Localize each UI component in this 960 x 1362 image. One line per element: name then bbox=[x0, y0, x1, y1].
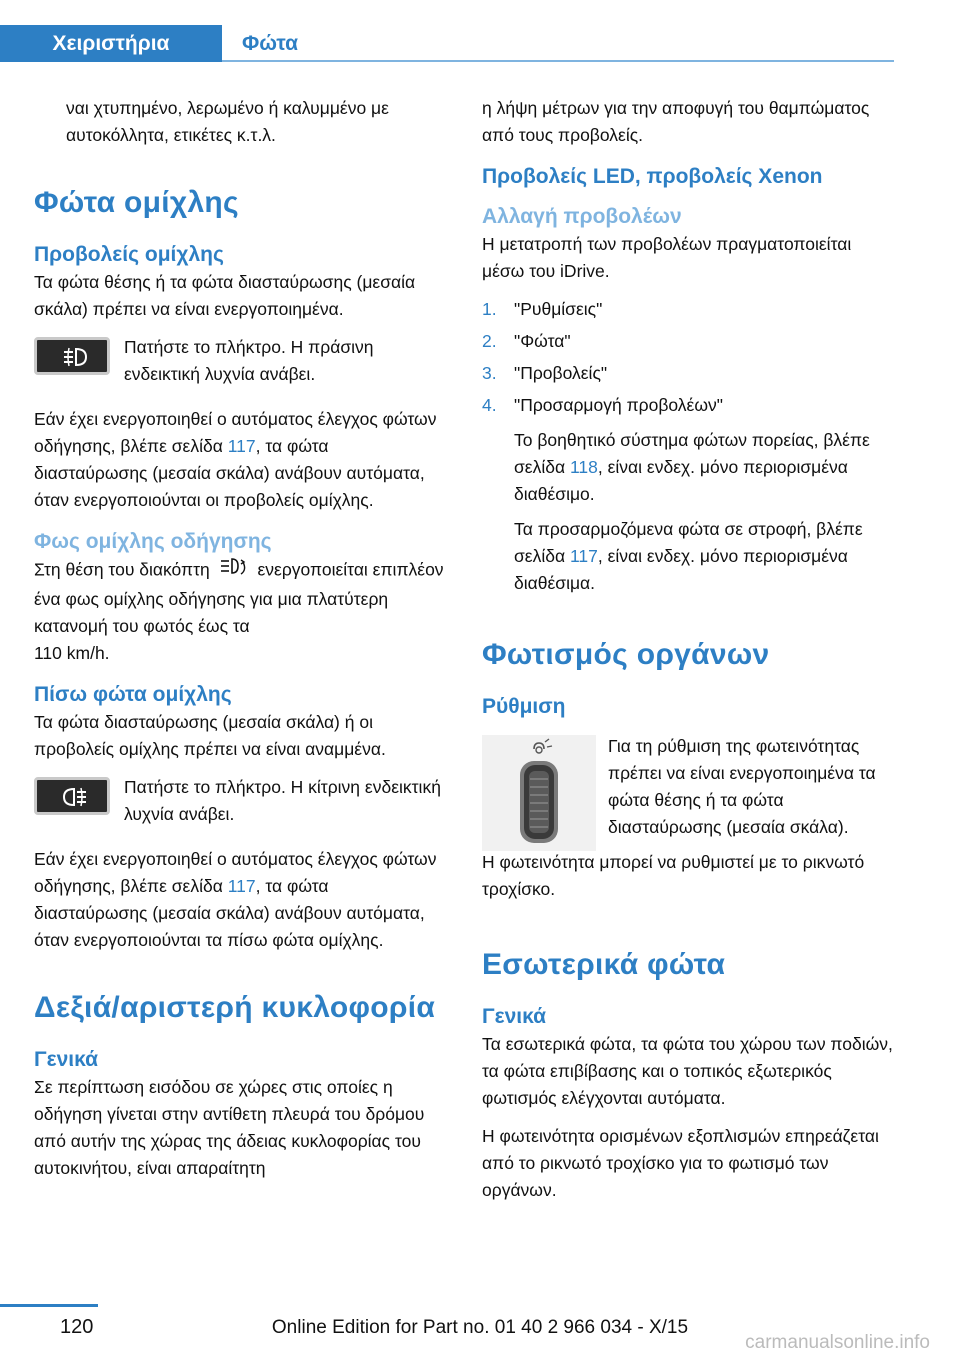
step-number: 4. bbox=[482, 395, 497, 415]
page-link-117[interactable]: 117 bbox=[227, 876, 256, 896]
drive-fog-text bbox=[34, 556, 446, 667]
drive-fog-text-b: ενεργοποιείται επιπλέον ένα φως ομίχλης οδήγησης για μια πλατύτερη κατανομή του φωτός έως τα bbox=[34, 559, 444, 636]
front-fog-instruction bbox=[34, 334, 446, 394]
step-number: 2. bbox=[482, 331, 497, 351]
rear-fog-icon-text: Πατήστε το πλήκτρο. Η κίτρινη ενδεικτική λυχνία ανάβει. bbox=[124, 777, 441, 824]
general-text: Σε περίπτωση εισόδου σε χώρες στις οποίες η οδήγηση γίνεται στην αντίθετη πλευρά του δρόμου από αυτήν της χώρας της άδειας κυκλοφορίας του αυτοκινήτου, είναι απαραίτητη bbox=[34, 1077, 425, 1178]
header-tab-controls[interactable]: Χειριστήρια bbox=[0, 25, 222, 62]
header-rule bbox=[222, 60, 894, 62]
step-label: "Προσαρμογή προβολέων" bbox=[514, 395, 723, 415]
watermark: carmanualsonline.info bbox=[745, 1332, 930, 1353]
front-fog-text: Τα φώτα θέσης ή τα φώτα διασταύρωσης (μεσαία σκάλα) πρέπει να είναι ενεργοποιημένα. bbox=[34, 272, 416, 319]
page-link-117[interactable]: 117 bbox=[227, 436, 256, 456]
step-label: "Ρυθμίσεις" bbox=[514, 299, 603, 319]
left-column bbox=[34, 95, 446, 1193]
drive-fog-text-c: 110 km/h. bbox=[34, 643, 110, 663]
heading-change-headlights: Αλλαγή προβολέων bbox=[482, 205, 682, 228]
adjust-text-1: Για τη ρύθμιση της φωτεινότητας πρέπει να είναι ενεργοποιημένα τα φώτα θέσης ή τα φώτα διασταύρωσης (μεσαία σκάλα). bbox=[608, 736, 876, 837]
auto-lights-text-1b: , τα φώτα διασταύρωσης (μεσαία σκάλα) ανάβουν αυτόματα, όταν ενεργοποιούνται οι προβολείς ομίχλης. bbox=[34, 436, 425, 510]
heading-general: Γενικά bbox=[34, 1048, 99, 1071]
adjust-text-2: Η φωτεινότητα μπορεί να ρυθμιστεί με το ρικνωτό τροχίσκο. bbox=[482, 852, 865, 899]
heading-fog-lights: Φώτα ομίχλης bbox=[34, 186, 239, 219]
note-2b: , είναι ενδεχ. μόνο περιορισμένα διαθέσιμα. bbox=[514, 546, 848, 593]
note-2a: Τα προσαρμοζόμενα φώτα σε στροφή, βλέπε σελίδα bbox=[514, 519, 863, 566]
front-fog-light-icon bbox=[34, 337, 110, 375]
step-number: 3. bbox=[482, 363, 497, 383]
heading-traffic: Δεξιά/αριστερή κυκλοφορία bbox=[34, 991, 436, 1024]
continued-text-right: η λήψη μέτρων για την αποφυγή του θαμπώματος από τους προβολείς. bbox=[482, 98, 870, 145]
front-fog-icon-text: Πατήστε το πλήκτρο. Η πράσινη ενδεικτική λυχνία ανάβει. bbox=[124, 337, 374, 384]
drive-fog-switch-position-icon bbox=[219, 556, 249, 586]
heading-front-fog: Προβολείς ομίχλης bbox=[34, 243, 224, 266]
page-link-118[interactable]: 118 bbox=[569, 457, 598, 477]
note-1a: Το βοηθητικό σύστημα φώτων πορείας, βλέπε σελίδα bbox=[514, 430, 870, 477]
rear-fog-light-icon bbox=[34, 777, 110, 815]
online-edition-text: Online Edition for Part no. 01 40 2 966 034 - X/15 bbox=[271, 1317, 689, 1338]
auto-lights-text-1a: Εάν έχει ενεργοποιηθεί ο αυτόματος έλεγχος φώτων οδήγησης, βλέπε σελίδα bbox=[34, 409, 437, 456]
interior-text-1: Τα εσωτερικά φώτα, τα φώτα του χώρου των ποδιών, τα φώτα επιβίβασης και ο τοπικός εξωτερικός φωτισμός ελέγχονται αυτόματα. bbox=[482, 1034, 893, 1108]
step-number: 1. bbox=[482, 299, 497, 319]
list-item bbox=[482, 296, 896, 323]
rear-fog-text: Τα φώτα διασταύρωσης (μεσαία σκάλα) ή οι προβολείς ομίχλης πρέπει να είναι αναμμένα. bbox=[34, 712, 386, 759]
heading-drive-fog: Φως ομίχλης οδήγησης bbox=[34, 530, 272, 553]
rear-fog-instruction bbox=[34, 774, 446, 834]
continued-text: ναι χτυπημένο, λερωμένο ή καλυμμένο με αυτοκόλλητα, ετικέτες κ.τ.λ. bbox=[66, 98, 389, 145]
right-column bbox=[482, 95, 896, 1215]
list-item bbox=[482, 360, 896, 387]
step-note-1 bbox=[514, 427, 896, 508]
heading-general-2: Γενικά bbox=[482, 1005, 547, 1028]
heading-instrument-lighting: Φωτισμός οργάνων bbox=[482, 638, 770, 671]
interior-text-2: Η φωτεινότητα ορισμένων εξοπλισμών επηρεάζεται από το ρικνωτό τροχίσκο για το φωτισμό των οργάνων. bbox=[482, 1126, 879, 1200]
auto-lights-text-2 bbox=[34, 846, 446, 954]
step-label: "Προβολείς" bbox=[514, 363, 608, 383]
auto-lights-text-2b: , τα φώτα διασταύρωσης (μεσαία σκάλα) ανάβουν αυτόματα, όταν ενεργοποιούνται τα πίσω φώτα ομίχλης. bbox=[34, 876, 425, 950]
heading-interior-lights: Εσωτερικά φώτα bbox=[482, 948, 726, 981]
heading-adjust: Ρύθμιση bbox=[482, 695, 566, 718]
page-header bbox=[0, 0, 960, 60]
adjust-block bbox=[482, 733, 896, 853]
instrument-lighting-thumbwheel-icon bbox=[482, 735, 596, 851]
drive-fog-text-a: Στη θέση του διακόπτη bbox=[34, 559, 215, 580]
auto-lights-text-2a: Εάν έχει ενεργοποιηθεί ο αυτόματος έλεγχος φώτων οδήγησης, βλέπε σελίδα bbox=[34, 849, 437, 896]
note-1b: , είναι ενδεχ. μόνο περιορισμένα διαθέσιμο. bbox=[514, 457, 848, 504]
list-item bbox=[482, 392, 896, 597]
idrive-steps bbox=[482, 296, 896, 597]
page-number: 120 bbox=[60, 1316, 94, 1338]
step-note-2 bbox=[514, 516, 896, 597]
heading-led-xenon: Προβολείς LED, προβολείς Xenon bbox=[482, 165, 823, 188]
heading-rear-fog: Πίσω φώτα ομίχλης bbox=[34, 683, 232, 706]
header-tab-lights[interactable]: Φώτα bbox=[242, 32, 299, 55]
step-label: "Φώτα" bbox=[514, 331, 571, 351]
page-link-117[interactable]: 117 bbox=[569, 546, 598, 566]
footer-rule bbox=[0, 1304, 98, 1307]
list-item bbox=[482, 328, 896, 355]
change-text: Η μετατροπή των προβολέων πραγματοποιείται μέσω του iDrive. bbox=[482, 234, 852, 281]
auto-lights-text-1 bbox=[34, 406, 446, 514]
